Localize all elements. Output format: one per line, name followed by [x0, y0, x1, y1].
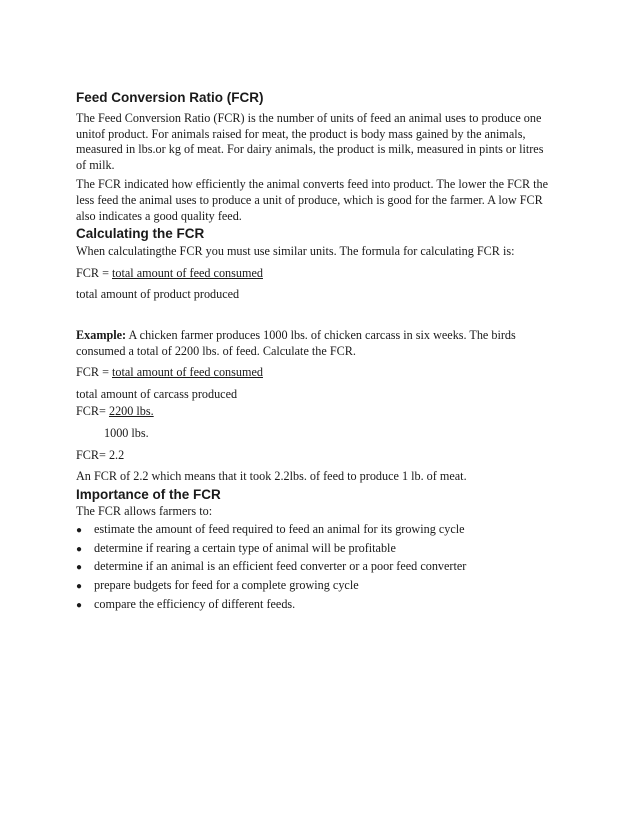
- list-item: [76, 540, 566, 559]
- para-line: measured in lbs.or kg of meat. For dairy animals, the product is milk, measured in pints or litres: [76, 142, 544, 157]
- bullet-dot-icon: ●: [76, 525, 83, 537]
- formula-prefix: FCR =: [76, 265, 113, 280]
- example-line-1: A chicken farmer produces 1000 lbs. of chicken carcass in six weeks. The birds: [126, 327, 516, 342]
- document-page: [76, 89, 566, 614]
- bullet-dot-icon: ●: [76, 599, 83, 611]
- list-item: [76, 596, 566, 615]
- bullet-dot-icon: ●: [76, 562, 83, 574]
- calculating-heading: Calculating the FCR: [76, 226, 205, 242]
- bullet-dot-icon: ●: [76, 543, 83, 555]
- example-label: Example:: [76, 327, 127, 342]
- importance-intro: The FCR allows farmers to:: [76, 503, 213, 518]
- example-line-2: consumed a total of 2200 lbs. of feed. Calculate the FCR.: [76, 343, 356, 358]
- importance-list: [76, 521, 566, 614]
- para-line: less feed the animal uses to produce a unit of produce, which is good for the farmer. A low FCR: [76, 192, 543, 207]
- para-line: unitof product. For animals raised for meat, the product is body mass gained by the animals,: [76, 126, 526, 141]
- bullet-dot-icon: ●: [76, 581, 83, 593]
- calc-numerator-line: [76, 404, 566, 420]
- list-item-text: determine if rearing a certain type of animal will be profitable: [94, 540, 396, 555]
- list-item: [76, 577, 566, 596]
- formula-denominator: total amount of product produced: [76, 287, 240, 302]
- importance-heading: Importance of the FCR: [76, 486, 221, 502]
- example-conclusion: An FCR of 2.2 which means that it took 2.2lbs. of feed to produce 1 lb. of meat.: [76, 469, 467, 484]
- fcr-efficiency-paragraph: [76, 177, 566, 224]
- formula-numerator: total amount of feed consumed: [112, 365, 263, 380]
- para-line: The Feed Conversion Ratio (FCR) is the number of units of feed an animal uses to produce one: [76, 111, 542, 125]
- list-item-text: compare the efficiency of different feeds.: [94, 596, 296, 611]
- calc-prefix: FCR=: [76, 404, 109, 419]
- list-item-text: prepare budgets for feed for a complete growing cycle: [94, 578, 359, 593]
- list-item: [76, 521, 566, 540]
- fcr-heading: Feed Conversion Ratio (FCR): [76, 90, 264, 105]
- formula-numerator-line: [76, 266, 566, 282]
- calc-denominator: 1000 lbs.: [104, 425, 149, 440]
- example-formula-denominator: total amount of carcass produced: [76, 386, 238, 401]
- para-line: of milk.: [76, 157, 115, 172]
- formula-prefix: FCR =: [76, 365, 113, 380]
- list-item-text: estimate the amount of feed required to feed an animal for its growing cycle: [94, 522, 465, 537]
- para-line: The FCR indicated how efficiently the animal converts feed into product. The lower the FCR the: [76, 177, 549, 192]
- list-item-text: determine if an animal is an efficient feed converter or a poor feed converter: [94, 559, 467, 574]
- example-formula-numerator-line: [76, 365, 566, 381]
- example-paragraph: [76, 328, 566, 359]
- calculating-intro: When calculatingthe FCR you must use similar units. The formula for calculating FCR is:: [76, 244, 515, 259]
- formula-numerator: total amount of feed consumed: [112, 265, 263, 280]
- list-item: [76, 558, 566, 577]
- para-line: also indicates a good quality feed.: [76, 208, 242, 223]
- calc-numerator: 2200 lbs.: [108, 404, 154, 419]
- calc-result: FCR= 2.2: [76, 447, 125, 462]
- fcr-definition-paragraph: [76, 111, 566, 173]
